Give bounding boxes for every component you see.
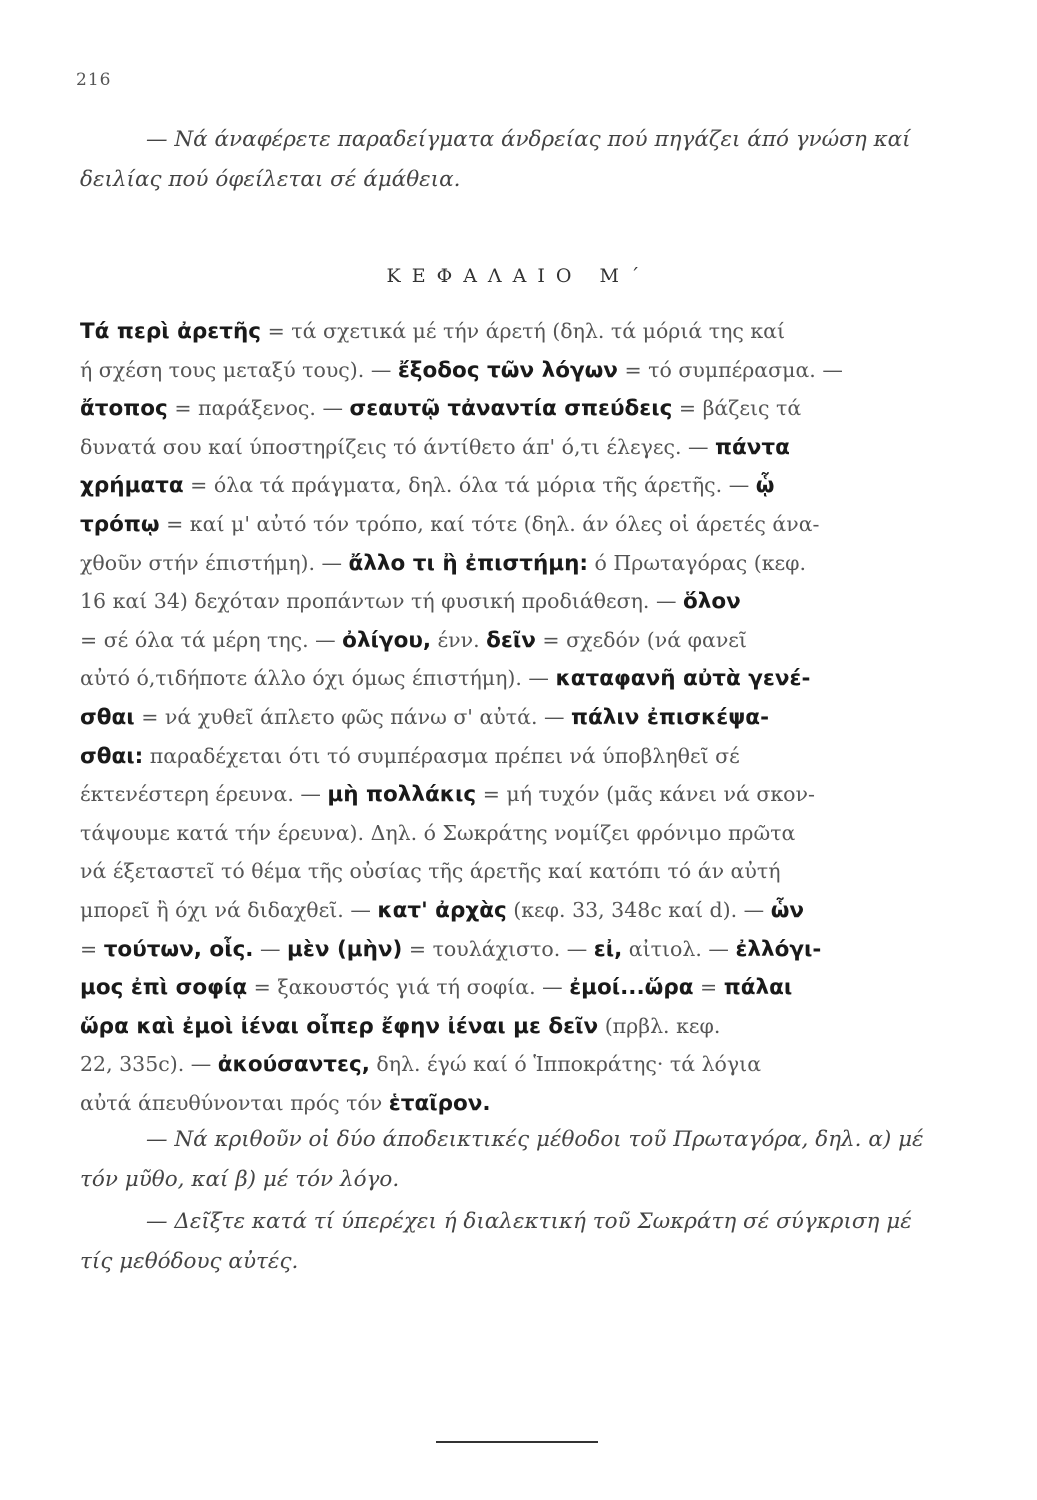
lemma-term: κατ' ἀρχὰς [377,897,507,923]
lemma-term: χρήματα [80,473,184,499]
gloss-text: (πρβλ. κεφ. [598,1013,721,1038]
commentary-line [80,814,940,853]
lemma-term: ἐμοί...ὥρα [569,975,694,1001]
exercise-questions-bottom [80,1120,940,1284]
gloss-text: αὐτό ό,τιδήποτε άλλο όχι όμως έπιστήμη). — [80,666,556,691]
commentary-line [80,659,940,698]
gloss-text: = παράξενος. — [167,396,350,421]
lemma-term: ὧν [770,897,805,923]
gloss-text: 22, 335c). — [80,1052,218,1077]
commentary-line [80,698,940,737]
commentary-line [80,891,940,930]
commentary-text [80,312,940,1122]
lemma-term: καταφανῆ αὐτὰ γενέ- [555,666,811,692]
commentary-line [80,968,940,1007]
gloss-text: = σέ όλα τά μέρη της. — [80,627,343,652]
lemma-term: ἄτοπος [80,396,168,422]
gloss-text: = [80,936,104,961]
exercise-question: — Νά άναφέρετε παραδείγματα άνδρείας πού πηγάζει άπό γνώση καί δειλίας πού όφείλεται σέ άμάθεια. [80,127,911,192]
gloss-text: = μή τυχόν (μᾶς κάνει νά σκον- [476,782,815,807]
lemma-term: εἰ, [593,936,623,962]
lemma-term: πάλιν ἐπισκέψα- [571,704,769,730]
lemma-term: ὅλον [682,589,741,615]
lemma-term: μὲν (μὴν) [287,936,403,962]
gloss-text: = τουλάχιστο. — [402,936,594,961]
lemma-term: ἄλλο τι ἢ ἐπιστήμη: [348,550,589,576]
gloss-text: 16 καί 34) δεχόταν προπάντων τή φυσική προδιάθεση. — [80,589,683,614]
gloss-text: ένν. [431,627,487,652]
gloss-text: = σχεδόν (νά φανεῖ [535,627,747,652]
gloss-text: = τά σχετικά μέ τήν άρετή (δηλ. τά μόριά της καί [261,319,786,343]
gloss-text: δηλ. έγώ καί ό Ἱπποκράτης· τά λόγια [369,1052,762,1077]
commentary-line [80,428,940,467]
commentary-line [80,466,940,505]
gloss-text: τάψουμε κατά τήν έρευνα). Δηλ. ό Σωκράτης νομίζει φρόνιμο πρῶτα [80,820,796,845]
commentary-line [80,505,940,544]
lemma-term: ἐλλόγι- [735,936,822,962]
lemma-term: σθαι: [80,743,144,769]
gloss-text: νά έξεταστεῖ τό θέμα τῆς οὐσίας τῆς άρετῆς καί κατόπι τό άν αὐτή [80,859,781,884]
lemma-term: ὀλίγου, [342,627,432,653]
gloss-text: (κεφ. 33, 348c καί d). — [506,897,771,922]
gloss-text: = [693,975,724,1000]
commentary-line [80,582,940,621]
gloss-text: ή σχέση τους μεταξύ τους). — [80,357,398,382]
gloss-text: δυνατά σου καί ύποστηρίζεις τό άντίθετο άπ' ό,τι έλεγες. — [80,434,715,459]
lemma-term: Τά περὶ ἀρετῆς [80,319,262,344]
exercise-questions-top [80,120,940,200]
exercise-question: — Νά κριθοῦν οἱ δύο άποδεικτικές μέθοδοι τοῦ Πρωταγόρα, δηλ. α) μέ τόν μῦθο, καί β) μέ τόν λόγο. [80,1127,924,1192]
lemma-term: ἑταῖρον. [388,1090,491,1116]
gloss-text: ό Πρωταγόρας (κεφ. [588,550,807,575]
gloss-text: αὐτά άπευθύνονται πρός τόν [80,1090,389,1115]
gloss-text: = όλα τά πράγματα, δηλ. όλα τά μόρια τῆς άρετῆς. — [183,473,756,498]
gloss-text: μπορεῖ ἢ όχι νά διδαχθεῖ. — [80,897,378,922]
commentary-line [80,930,940,969]
commentary-line [80,544,940,583]
lemma-term: σεαυτῷ τἀναντία σπεύδεις [349,396,673,422]
lemma-term: πάλαι [723,975,793,1001]
gloss-text: αἰτιολ. — [622,936,736,961]
lemma-term: ἔξοδος τῶν λόγων [397,357,618,383]
gloss-text: = καί μ' αὐτό τόν τρόπο, καί τότε (δηλ. άν όλες οἱ άρετές άνα- [159,511,820,536]
commentary-line [80,852,940,891]
gloss-text: παραδέχεται ότι τό συμπέρασμα πρέπει νά ύποβληθεῖ σέ [143,743,740,768]
commentary-line [80,1084,940,1123]
page-number: 216 [76,70,112,90]
gloss-text: = τό συμπέρασμα. — [617,357,843,382]
exercise-question: — Δεῖξτε κατά τί ύπερέχει ή διαλεκτική τοῦ Σωκράτη σέ σύγκριση μέ τίς μεθόδους αὐτές. [80,1209,912,1274]
lemma-term: τούτων, οἷς. [103,936,254,962]
commentary-line [80,389,940,428]
commentary-line [80,621,940,660]
gloss-text: = νά χυθεῖ άπλετο φῶς πάνω σ' αὐτά. — [134,704,571,729]
chapter-title: ΚΕΦΑΛΑΙΟ Μ΄ [386,265,651,287]
commentary-line [80,351,940,390]
lemma-term: ἀκούσαντες, [217,1052,370,1078]
section-divider [436,1441,598,1443]
lemma-term: δεῖν [486,627,536,653]
lemma-term: ὥρα καὶ ἐμοὶ ἰέναι οἶπερ ἔφην ἰέναι με δεῖν [80,1013,599,1039]
lemma-term: μὴ πολλάκις [327,782,477,808]
commentary-line [80,737,940,776]
commentary-line [80,1007,940,1046]
commentary-line [80,1045,940,1084]
gloss-text: έκτενέστερη έρευνα. — [80,782,328,807]
gloss-text: = ξακουστός γιά τή σοφία. — [247,975,570,1000]
lemma-term: σθαι [80,704,135,730]
commentary-line [80,312,940,351]
lemma-term: ᾧ [755,473,775,499]
lemma-term: τρόπῳ [80,511,160,537]
commentary-line [80,775,940,814]
lemma-term: πάντα [715,434,790,460]
lemma-term: μος ἐπὶ σοφίᾳ [80,975,248,1001]
gloss-text: — [253,936,288,961]
gloss-text: χθοῦν στήν έπιστήμη). — [80,550,349,575]
gloss-text: = βάζεις τά [672,396,802,421]
